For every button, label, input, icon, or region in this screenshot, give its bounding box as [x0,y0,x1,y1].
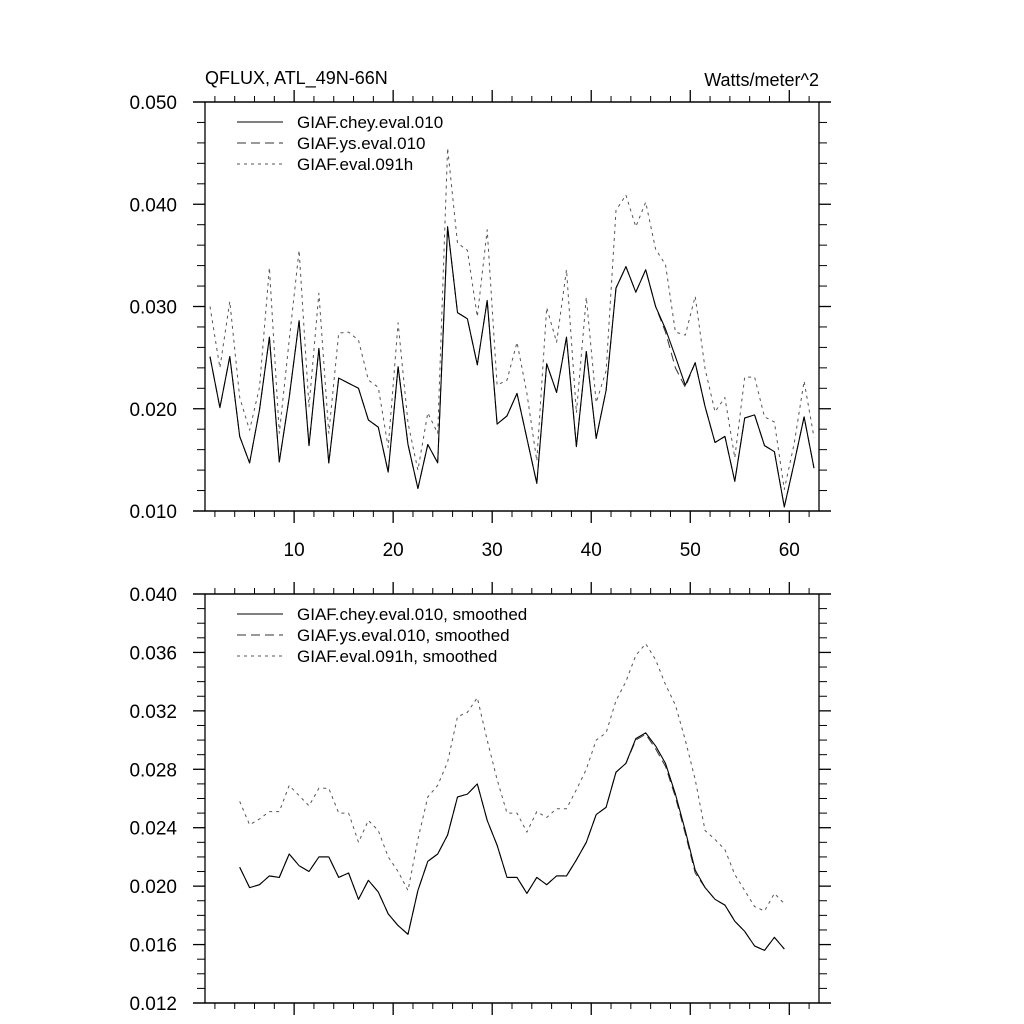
legend-label: GIAF.eval.091h [297,155,414,174]
legend-label: GIAF.ys.eval.010 [297,134,426,153]
units-label: Watts/meter^2 [704,70,819,90]
series-line-dotted [240,644,785,911]
x-tick-label: 60 [778,540,800,561]
y-tick-label: 0.028 [129,760,177,782]
y-tick-label: 0.024 [129,818,177,840]
y-tick-label: 0.012 [129,994,177,1015]
x-tick-label: 50 [679,540,701,561]
series-lines [210,148,814,507]
series-lines [240,644,785,951]
x-tick-label: 40 [580,540,602,561]
y-tick-label: 0.036 [129,643,177,665]
x-tick-label: 10 [283,540,305,561]
axis-ticks [193,582,831,1015]
y-tick-labels [129,93,177,523]
legend-label: GIAF.chey.eval.010 [297,113,444,132]
y-tick-label: 0.040 [129,195,177,217]
y-tick-label: 0.050 [129,93,177,114]
series-line-solid [240,733,785,951]
chart-title: QFLUX, ATL_49N-66N [205,68,388,88]
y-tick-label: 0.010 [129,502,177,523]
legend [237,605,527,666]
legend-label: GIAF.ys.eval.010, smoothed [297,626,510,645]
legend-label: GIAF.eval.091h, smoothed [297,647,498,666]
y-tick-label: 0.040 [129,585,177,606]
y-tick-label: 0.020 [129,877,177,899]
x-tick-label: 30 [481,540,503,561]
x-tick-labels [284,540,800,561]
y-tick-label: 0.030 [129,297,177,319]
top-panel [129,68,831,561]
y-tick-label: 0.032 [129,701,177,723]
series-line-dashed [240,734,785,950]
y-tick-label: 0.020 [129,399,177,421]
axis-ticks [193,90,831,523]
x-tick-label: 20 [382,540,404,561]
legend [237,113,443,174]
y-tick-label: 0.016 [129,935,177,957]
bottom-panel [129,582,831,1015]
series-line-dotted [210,148,814,490]
y-tick-labels [129,585,177,1015]
legend-label: GIAF.chey.eval.010, smoothed [297,605,528,624]
